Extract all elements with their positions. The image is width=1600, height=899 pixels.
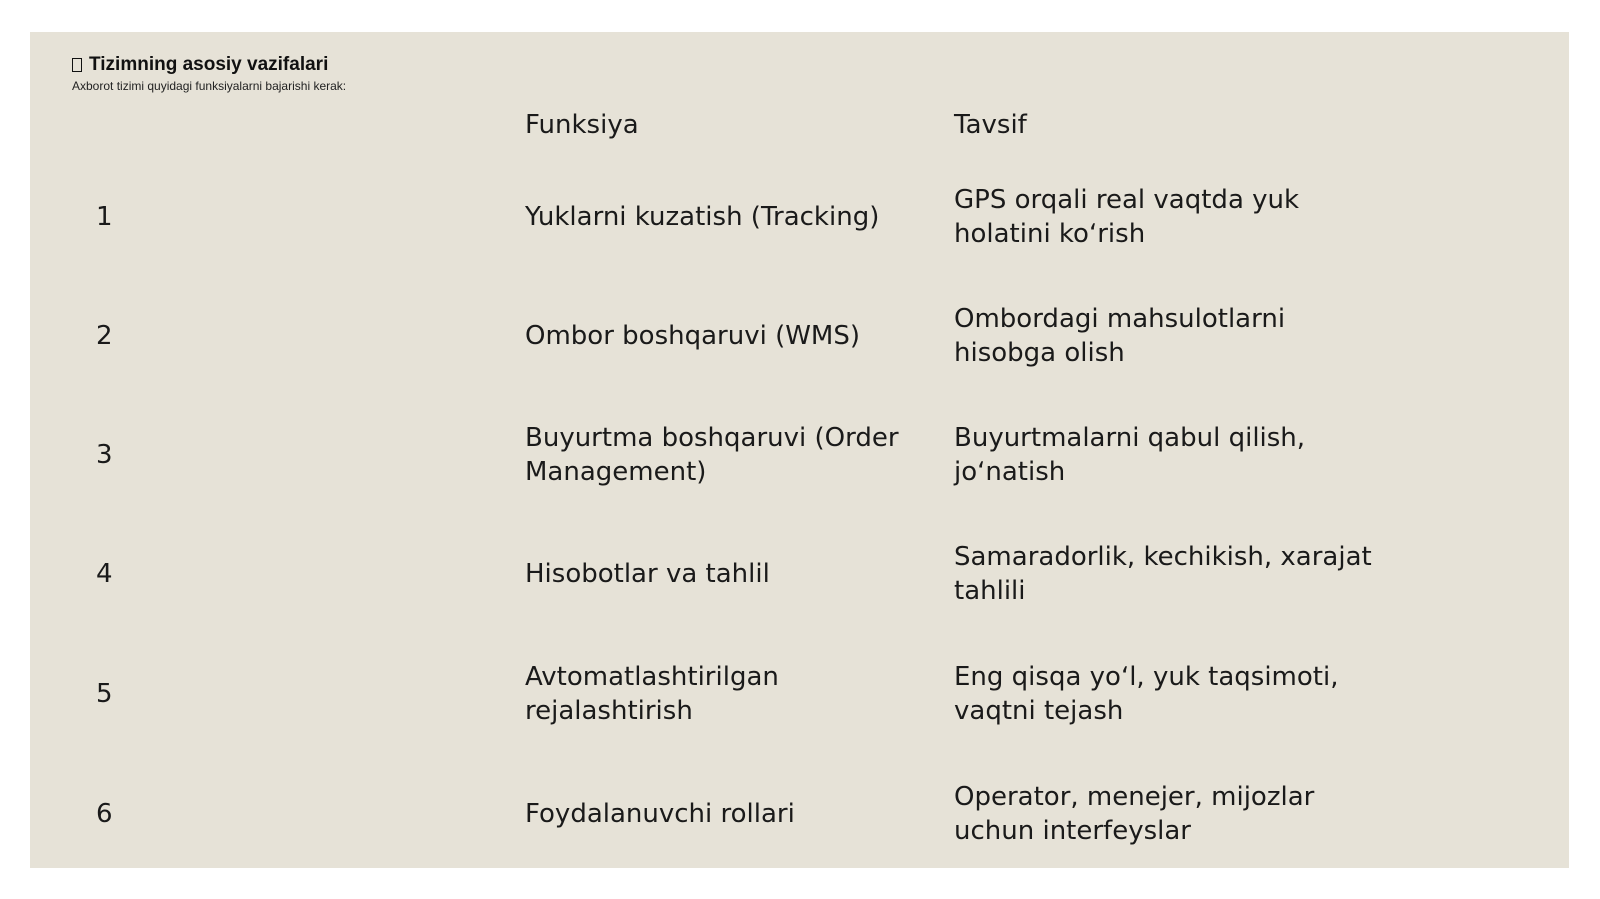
table-row	[30, 777, 1569, 851]
row-number: 1	[96, 202, 113, 232]
table-row	[30, 657, 1569, 731]
header-description: Tavsif	[954, 110, 1027, 140]
table-row	[30, 180, 1569, 254]
row-function: Yuklarni kuzatish (Tracking)	[525, 202, 880, 232]
row-function: Ombor boshqaruvi (WMS)	[525, 321, 861, 351]
table-row	[30, 299, 1569, 373]
functions-table	[30, 32, 1569, 868]
row-number: 3	[96, 440, 113, 470]
header-number	[96, 100, 396, 150]
row-number: 6	[96, 799, 113, 829]
row-description: Samaradorlik, kechikish, xarajat tahlili	[954, 542, 1372, 606]
header-function: Funksiya	[525, 110, 639, 140]
row-description: Ombordagi mahsulotlarni hisobga olish	[954, 304, 1286, 368]
slide-title-text: Tizimning asosiy vazifalari	[89, 54, 329, 75]
slide-subtitle: Axborot tizimi quyidagi funksiyalarni bajarishi kerak:	[72, 79, 347, 93]
row-description: Buyurtmalarni qabul qilish, joʻnatish	[954, 423, 1306, 487]
row-function: Buyurtma boshqaruvi (Order Management)	[525, 423, 899, 487]
row-function: Avtomatlashtirilgan rejalashtirish	[525, 662, 779, 726]
row-number: 5	[96, 679, 113, 709]
row-description: Eng qisqa yoʻl, yuk taqsimoti, vaqtni tejash	[954, 662, 1339, 726]
slide	[30, 32, 1569, 868]
row-number: 2	[96, 321, 113, 351]
table-row	[30, 418, 1569, 492]
row-function: Foydalanuvchi rollari	[525, 799, 795, 829]
row-function: Hisobotlar va tahlil	[525, 559, 770, 589]
row-description: Operator, menejer, mijozlar uchun interfeyslar	[954, 782, 1315, 846]
row-description: GPS orqali real vaqtda yuk holatini koʻrish	[954, 185, 1300, 249]
table-row	[30, 537, 1569, 611]
row-number: 4	[96, 559, 113, 589]
